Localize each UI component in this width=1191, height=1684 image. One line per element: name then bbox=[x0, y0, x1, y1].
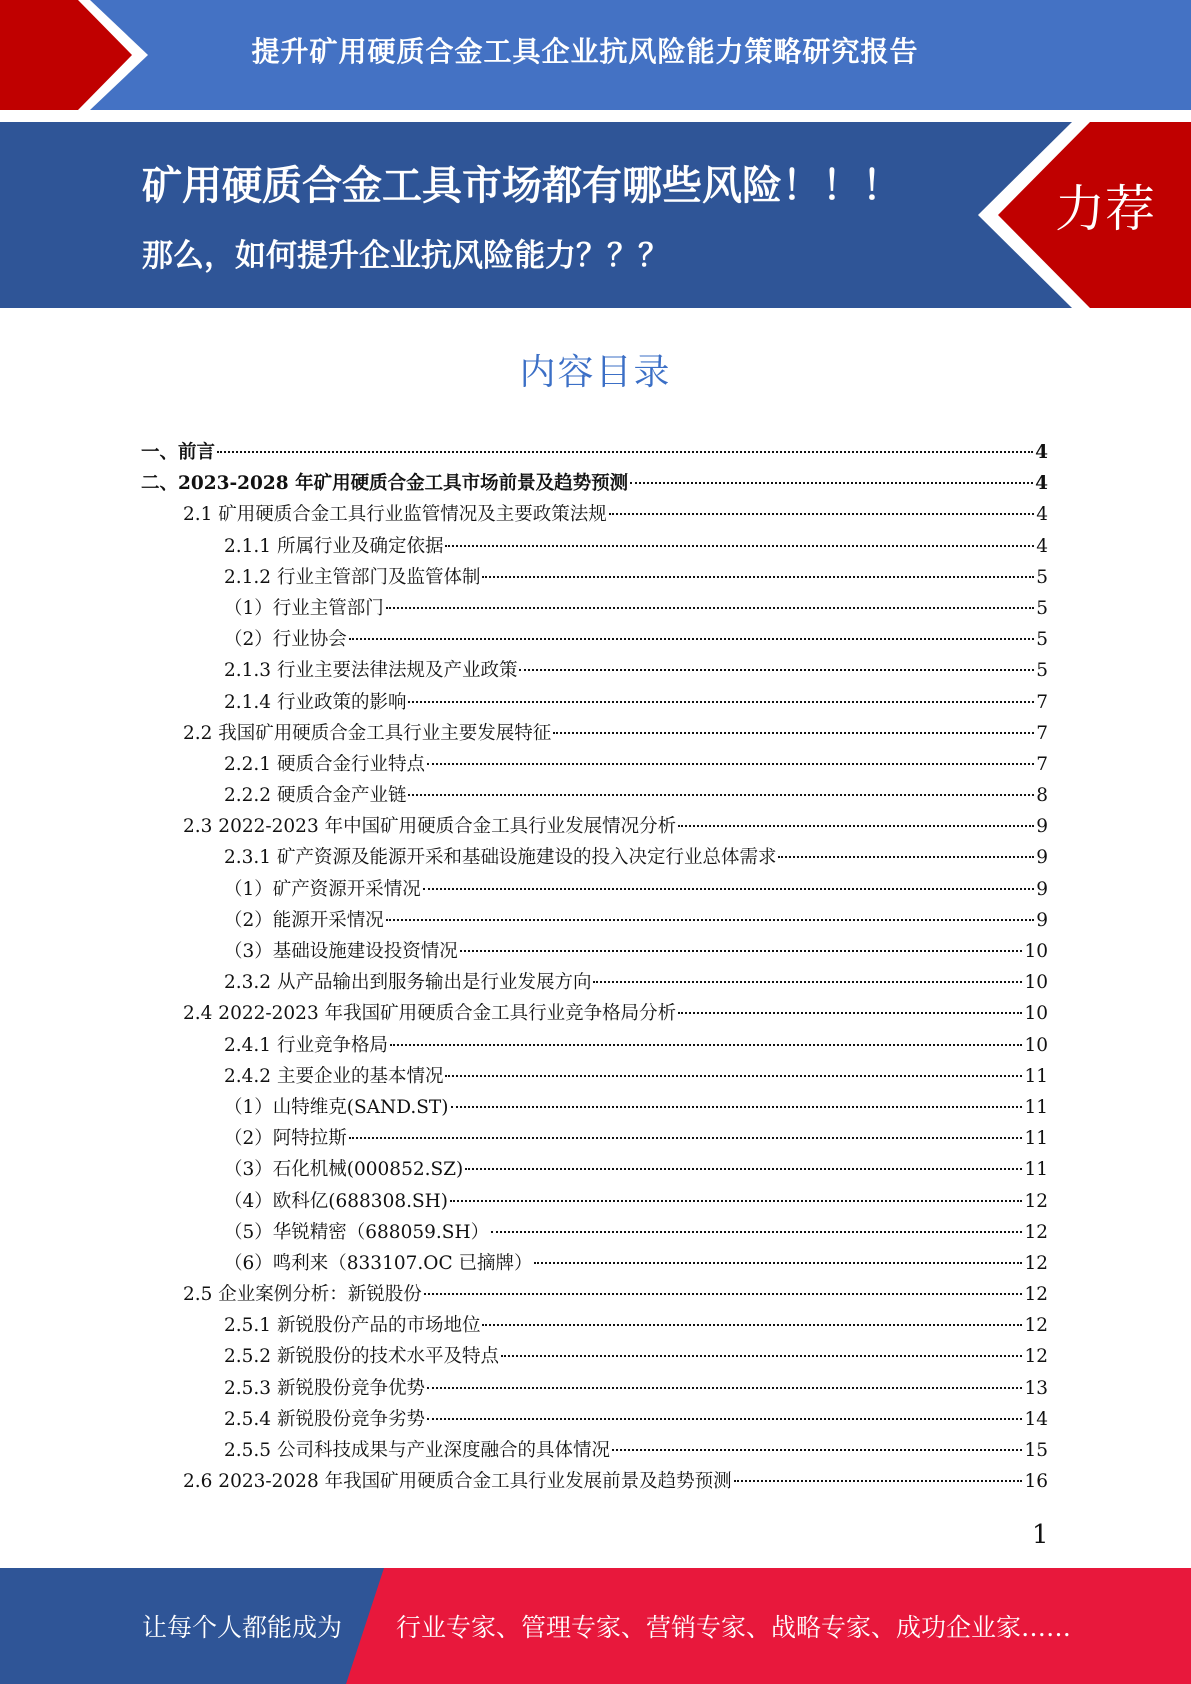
toc-entry[interactable] bbox=[141, 718, 1048, 749]
toc-entry-title: （1）矿产资源开采情况 bbox=[224, 878, 421, 900]
toc-entry-title: 2.5 企业案例分析：新锐股份 bbox=[183, 1284, 422, 1306]
toc-entry[interactable] bbox=[141, 562, 1048, 593]
toc-entry-page: 4 bbox=[1035, 473, 1048, 495]
hero-subheadline: 那么，如何提升企业抗风险能力？？？ bbox=[142, 238, 669, 274]
toc-entry-title: 2.6 2023-2028 年我国矿用硬质合金工具行业发展前景及趋势预测 bbox=[183, 1471, 732, 1493]
toc-entry[interactable] bbox=[141, 1030, 1048, 1061]
toc-entry[interactable] bbox=[141, 1061, 1048, 1092]
toc-entry-page: 15 bbox=[1024, 1440, 1048, 1461]
toc-entry-title: 2.1.1 所属行业及确定依据 bbox=[224, 535, 444, 557]
toc-entry-page: 7 bbox=[1036, 753, 1048, 775]
toc-dot-leader bbox=[465, 1168, 1022, 1170]
toc-dot-leader bbox=[386, 919, 1034, 921]
toc-entry-page: 16 bbox=[1024, 1471, 1048, 1493]
toc-entry[interactable] bbox=[141, 687, 1048, 718]
toc-entry-page: 9 bbox=[1036, 816, 1048, 838]
toc-entry-title: （1）行业主管部门 bbox=[224, 597, 384, 619]
toc-entry-title: （2）阿特拉斯 bbox=[224, 1128, 347, 1150]
hero-banner bbox=[0, 122, 1191, 308]
toc-entry[interactable] bbox=[141, 468, 1048, 499]
toc-dot-leader bbox=[778, 856, 1034, 858]
toc-dot-leader bbox=[451, 1106, 1023, 1108]
toc-entry[interactable] bbox=[141, 1186, 1048, 1217]
toc-entry-title: 二、2023-2028 年矿用硬质合金工具市场前景及趋势预测 bbox=[141, 473, 629, 495]
toc-entry[interactable] bbox=[141, 1310, 1048, 1341]
toc-entry-title: 2.4.1 行业竞争格局 bbox=[224, 1034, 388, 1056]
toc-entry[interactable] bbox=[141, 874, 1048, 905]
toc-entry-title: （3）基础设施建设投资情况 bbox=[224, 941, 458, 962]
toc-entry-title: （4）欧科亿(688308.SH) bbox=[224, 1190, 449, 1212]
toc-heading: 内容目录 bbox=[519, 352, 672, 393]
toc-dot-leader bbox=[491, 1231, 1022, 1233]
toc-entry[interactable] bbox=[141, 1248, 1048, 1279]
table-of-contents bbox=[141, 437, 1048, 1497]
toc-dot-leader bbox=[609, 513, 1034, 515]
toc-dot-leader bbox=[519, 669, 1034, 671]
toc-entry-title: 2.2.1 硬质合金行业特点 bbox=[224, 753, 425, 775]
toc-entry-title: （1）山特维克(SAND.ST) bbox=[224, 1096, 449, 1118]
toc-dot-leader bbox=[482, 576, 1034, 578]
toc-entry-page: 7 bbox=[1036, 722, 1048, 744]
toc-entry-title: 2.4 2022-2023 年我国矿用硬质合金工具行业竞争格局分析 bbox=[183, 1003, 677, 1025]
toc-entry-page: 12 bbox=[1024, 1315, 1048, 1337]
toc-entry-title: （6）鸣利来（833107.OC 已摘牌） bbox=[224, 1252, 533, 1274]
toc-entry-page: 10 bbox=[1024, 1003, 1048, 1025]
toc-entry[interactable] bbox=[141, 936, 1048, 967]
toc-dot-leader bbox=[217, 451, 1033, 453]
toc-entry-title: 2.5.3 新锐股份竞争优势 bbox=[224, 1377, 425, 1399]
toc-dot-leader bbox=[349, 1137, 1023, 1139]
toc-entry-page: 4 bbox=[1036, 504, 1048, 526]
toc-entry-page: 5 bbox=[1036, 629, 1048, 651]
toc-entry-page: 9 bbox=[1036, 878, 1048, 900]
toc-entry-page: 8 bbox=[1036, 785, 1048, 807]
toc-entry-title: （5）华锐精密（688059.SH） bbox=[224, 1221, 490, 1243]
toc-entry-page: 7 bbox=[1036, 691, 1048, 713]
toc-entry-title: （3）石化机械(000852.SZ) bbox=[224, 1159, 464, 1181]
toc-entry-page: 10 bbox=[1024, 972, 1048, 994]
toc-entry-page: 13 bbox=[1024, 1377, 1048, 1399]
toc-dot-leader bbox=[427, 1387, 1022, 1389]
toc-dot-leader bbox=[460, 950, 1023, 952]
toc-entry-title: 2.2.2 硬质合金产业链 bbox=[224, 785, 407, 807]
toc-entry-page: 9 bbox=[1036, 847, 1048, 869]
toc-dot-leader bbox=[445, 1075, 1022, 1077]
toc-entry-page: 4 bbox=[1036, 535, 1048, 557]
toc-entry-page: 11 bbox=[1024, 1096, 1048, 1118]
toc-dot-leader bbox=[427, 763, 1034, 765]
toc-entry[interactable] bbox=[141, 1435, 1048, 1466]
toc-entry[interactable] bbox=[141, 1404, 1048, 1435]
toc-dot-leader bbox=[450, 1200, 1022, 1202]
toc-entry-title: 2.3.2 从产品输出到服务输出是行业发展方向 bbox=[224, 972, 592, 994]
toc-entry-page: 12 bbox=[1024, 1252, 1048, 1274]
toc-entry-page: 12 bbox=[1024, 1190, 1048, 1212]
toc-dot-leader bbox=[630, 482, 1033, 484]
toc-entry[interactable] bbox=[141, 1279, 1048, 1310]
report-title: 提升矿用硬质合金工具企业抗风险能力策略研究报告 bbox=[251, 35, 919, 68]
toc-entry-title: 2.2 我国矿用硬质合金工具行业主要发展特征 bbox=[183, 722, 552, 744]
toc-entry[interactable] bbox=[141, 1466, 1048, 1497]
toc-entry[interactable] bbox=[141, 1341, 1048, 1372]
recommend-badge: 力荐 bbox=[1055, 180, 1155, 238]
toc-entry-page: 5 bbox=[1036, 597, 1048, 619]
toc-entry-page: 12 bbox=[1024, 1284, 1048, 1306]
toc-entry[interactable] bbox=[141, 1092, 1048, 1123]
footer-slogan-right: 行业专家、管理专家、营销专家、战略专家、成功企业家…… bbox=[396, 1613, 1072, 1642]
toc-entry-page: 10 bbox=[1024, 1034, 1048, 1056]
toc-dot-leader bbox=[593, 981, 1022, 983]
toc-dot-leader bbox=[424, 1293, 1023, 1295]
toc-dot-leader bbox=[482, 1324, 1022, 1326]
toc-dot-leader bbox=[534, 1262, 1022, 1264]
toc-entry-page: 14 bbox=[1024, 1408, 1048, 1430]
toc-entry[interactable] bbox=[141, 1154, 1048, 1185]
toc-entry-page: 11 bbox=[1024, 1065, 1048, 1087]
toc-entry-title: （2）能源开采情况 bbox=[224, 909, 384, 931]
toc-entry[interactable] bbox=[141, 655, 1048, 686]
toc-dot-leader bbox=[423, 888, 1034, 890]
toc-entry-title: 2.1.2 行业主管部门及监管体制 bbox=[224, 566, 481, 588]
toc-entry[interactable] bbox=[141, 905, 1048, 936]
toc-dot-leader bbox=[408, 701, 1034, 703]
footer-slogan-left: 让每个人都能成为 bbox=[142, 1613, 343, 1642]
toc-entry[interactable] bbox=[141, 593, 1048, 624]
toc-entry-title: （2）行业协会 bbox=[224, 629, 347, 651]
toc-dot-leader bbox=[386, 607, 1034, 609]
toc-entry-title: 2.5.4 新锐股份竞争劣势 bbox=[224, 1408, 425, 1430]
toc-entry-page: 10 bbox=[1024, 941, 1048, 962]
hero-headline: 矿用硬质合金工具市场都有哪些风险！！！ bbox=[142, 163, 902, 209]
toc-entry-title: 2.5.5 公司科技成果与产业深度融合的具体情况 bbox=[224, 1440, 610, 1461]
toc-entry[interactable] bbox=[141, 811, 1048, 842]
toc-entry[interactable] bbox=[141, 967, 1048, 998]
toc-entry[interactable] bbox=[141, 780, 1048, 811]
page-number: 1 bbox=[1032, 1520, 1049, 1550]
toc-entry-title: 一、前言 bbox=[141, 442, 216, 463]
toc-entry-page: 5 bbox=[1036, 660, 1048, 682]
toc-entry[interactable] bbox=[141, 437, 1048, 468]
toc-entry[interactable] bbox=[141, 998, 1048, 1029]
toc-entry-title: 2.4.2 主要企业的基本情况 bbox=[224, 1065, 444, 1087]
toc-entry-title: 2.1 矿用硬质合金工具行业监管情况及主要政策法规 bbox=[183, 504, 607, 526]
toc-dot-leader bbox=[678, 1012, 1022, 1014]
toc-dot-leader bbox=[390, 1044, 1022, 1046]
toc-entry-title: 2.1.3 行业主要法律法规及产业政策 bbox=[224, 660, 518, 682]
toc-entry[interactable] bbox=[141, 1123, 1048, 1154]
toc-dot-leader bbox=[734, 1480, 1023, 1482]
toc-dot-leader bbox=[427, 1418, 1022, 1420]
toc-entry-page: 4 bbox=[1035, 442, 1048, 463]
toc-entry-title: 2.3 2022-2023 年中国矿用硬质合金工具行业发展情况分析 bbox=[183, 816, 677, 838]
toc-entry[interactable] bbox=[141, 842, 1048, 873]
toc-entry-page: 5 bbox=[1036, 566, 1048, 588]
toc-entry-page: 12 bbox=[1024, 1346, 1048, 1368]
toc-entry[interactable] bbox=[141, 1373, 1048, 1404]
toc-entry[interactable] bbox=[141, 749, 1048, 780]
toc-dot-leader bbox=[445, 545, 1034, 547]
toc-entry-page: 11 bbox=[1024, 1159, 1048, 1181]
toc-entry-title: 2.5.1 新锐股份产品的市场地位 bbox=[224, 1315, 481, 1337]
toc-dot-leader bbox=[678, 825, 1034, 827]
toc-dot-leader bbox=[612, 1449, 1022, 1451]
toc-dot-leader bbox=[501, 1355, 1022, 1357]
toc-entry-title: 2.1.4 行业政策的影响 bbox=[224, 691, 407, 713]
toc-entry[interactable] bbox=[141, 499, 1048, 530]
toc-entry-title: 2.3.1 矿产资源及能源开采和基础设施建设的投入决定行业总体需求 bbox=[224, 847, 777, 869]
toc-dot-leader bbox=[408, 794, 1034, 796]
toc-entry-page: 12 bbox=[1024, 1221, 1048, 1243]
toc-entry-title: 2.5.2 新锐股份的技术水平及特点 bbox=[224, 1346, 499, 1368]
toc-entry-page: 11 bbox=[1024, 1128, 1048, 1150]
toc-entry[interactable] bbox=[141, 624, 1048, 655]
toc-entry[interactable] bbox=[141, 1217, 1048, 1248]
toc-entry[interactable] bbox=[141, 531, 1048, 562]
toc-dot-leader bbox=[553, 732, 1034, 734]
toc-entry-page: 9 bbox=[1036, 909, 1048, 931]
toc-dot-leader bbox=[349, 638, 1034, 640]
